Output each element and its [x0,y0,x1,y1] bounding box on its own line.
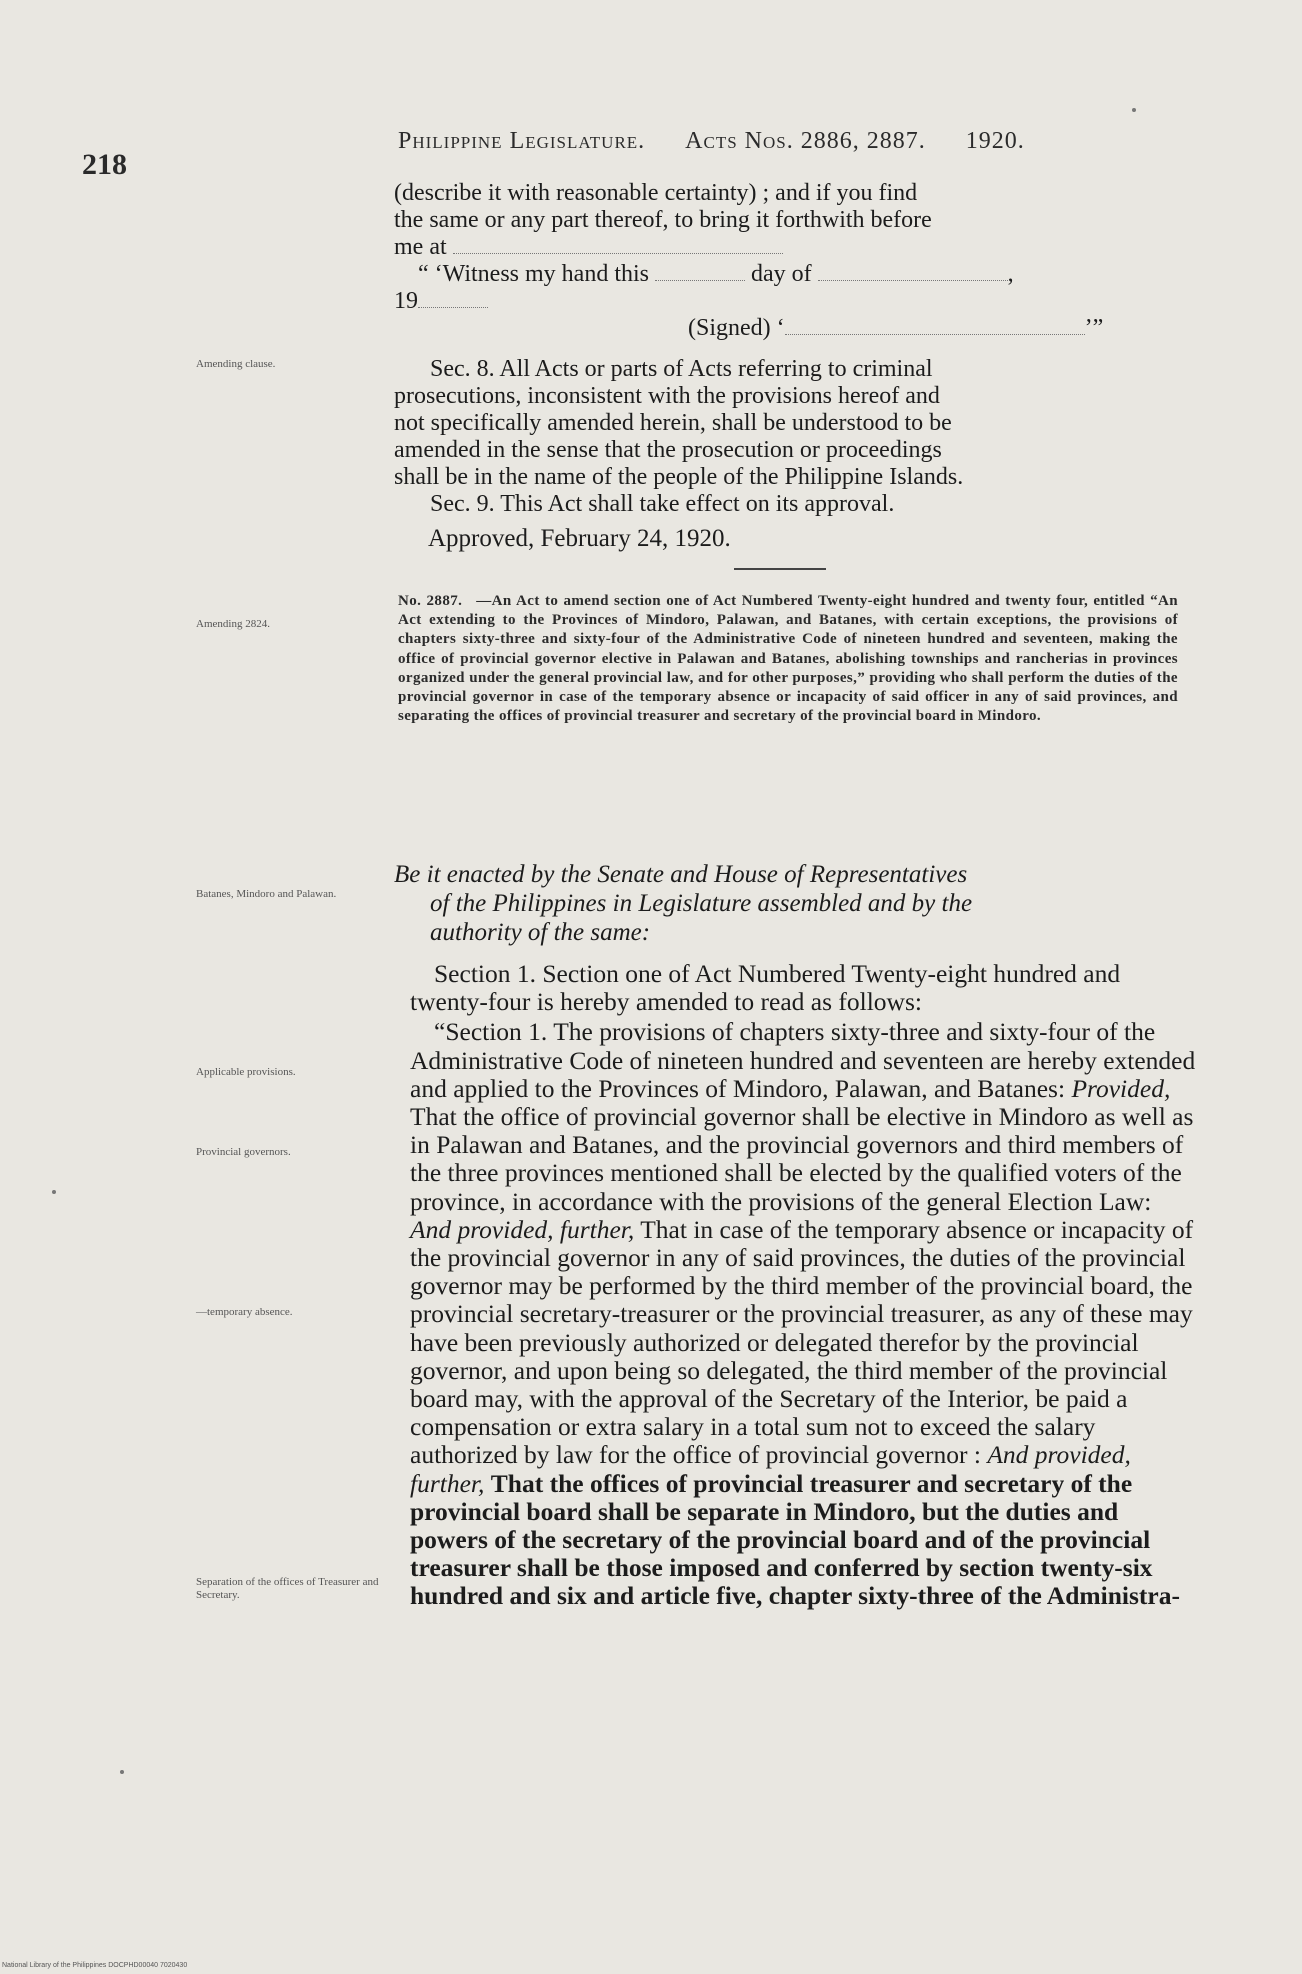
header-title: Philippine Legislature. [398,128,646,154]
speck [52,1190,56,1194]
speck [120,1770,124,1774]
opening-line-1: (describe it with reasonable certainty) ; and if you find [394,180,918,206]
speck [1132,108,1136,112]
section-divider [734,568,826,570]
enacting-line-3: authority of the same: [430,919,651,946]
proviso-2-text: That in case of the temporary absence or incapacity of the provincial governor in any of said provinces, the duties of the provincial governor may be performed by the third member of the provincial board, the provincial secretary-treasurer or the provincial treasurer, as any of these may have been previously authorized or delegated therefor by the provincial governor, and upon being so delegated, the third member of the provincial board may, with the approval of the Secretary of the Interior, be paid a compensation or extra salary in a total sum not to exceed the salary authorized by law for the office of provincial governor : [410,1214,1194,1470]
signature-blank [785,316,1085,335]
section-1-body [410,960,1198,1613]
act-title-text: —An Act to amend section one of Act Numbered Twenty-eight hundred and twenty four, entitled “An Act extending to the Provinces of Mindoro, Palawan, and Batanes, with certain exceptions, the provisions of chapters sixty-three and sixty-four of the Administrative Code of nineteen hundred and seventeen, making the office of provincial governor elective in Palawan and Batanes, abolishing townships and rancherias in provinces organized under the general provincial law, and for other purposes,” providing who shall perform the duties of the provincial governor in case of the temporary absence or incapacity of said officer in any of said provinces, and separating the offices of provincial treasurer and secretary of the provincial board in Mindoro. [398,593,1178,725]
header-acts: Acts Nos. 2886, 2887. [685,128,926,154]
margin-note-separation: Separation of the offices of Treasurer and Secretary. [196,1576,379,1601]
approved-date: Approved, February 24, 1920. [428,525,731,552]
proviso-1-text: That the office of provincial governor shall be elective in Mindoro as well as in Palawan and Batanes, and the provincial governors and third members of the three provinces mentioned shall be elected by the qualified voters of the province, in accordance with the provisions of the general Election Law: [410,1102,1194,1216]
act-number: No. 2887. [398,593,463,609]
margin-note-amending-clause: Amending clause. [196,358,276,370]
margin-note-batanes: Batanes, Mindoro and Palawan. [196,888,337,900]
section-8 [394,356,1184,518]
opening-line-5 [394,288,1184,315]
signed-line [394,315,1184,342]
proviso-3: And provided, further, [410,1440,1131,1498]
section-8-line: Sec. 8. All Acts or parts of Acts referring to criminal [430,356,933,382]
blank-line [818,262,1008,281]
day-of-text: day of [751,261,812,287]
section-1-intro: Section 1. Section one of Act Numbered Twenty-eight hundred and twenty-four is hereby amended to read as follows: [410,959,1121,1017]
witness-text: “ ‘Witness my hand this [418,261,649,287]
margin-note-governors: Provincial governors. [196,1146,291,1158]
act-2887-title [398,592,1178,726]
blank-line [418,289,488,308]
proviso-2: And provided, further, [410,1214,635,1244]
proviso-3-text: That the offices of provincial treasurer and secretary of the provincial board shall be separate in Mindoro, but the duties and powers of the secretary of the provincial board and of the provincial treasurer shall be those imposed and conferred by section twenty-six hundred and six and article five, chapter sixty-three of the Administra- [410,1468,1180,1611]
signed-text: (Signed) ‘ [688,315,785,341]
running-header [398,128,1188,155]
blank-line [453,235,783,254]
proviso-1: Provided, [1071,1073,1171,1103]
section-8-line: prosecutions, inconsistent with the provisions hereof and [394,383,940,409]
section-8-line: amended in the sense that the prosecution or proceedings [394,437,942,463]
me-at-text: me at [394,234,447,260]
section-1-quoted [410,1018,1198,1610]
section-8-line: shall be in the name of the people of the Philippine Islands. [394,464,964,490]
opening-line-3 [394,234,1184,261]
margin-note-temporary: —temporary absence. [196,1306,293,1318]
section-8-line: not specifically amended herein, shall be understood to be [394,410,952,436]
quoted-start: “Section 1. The provisions of chapters sixty-three and sixty-four of the Administrative Code of nineteen hundred and seventeen are hereby extended and applied to the Provinces of Mindoro, Palawan, and Batanes: [410,1017,1196,1103]
opening-line-4: “ ‘Witness my hand this day of , [418,261,1014,287]
enacting-clause [394,860,1184,947]
margin-note-amending-2824: Amending 2824. [196,618,270,630]
enacting-line-2: of the Philippines in Legislature assembled and by the [430,890,973,917]
blank-line [655,262,745,281]
margin-note-applicable: Applicable provisions. [196,1066,296,1078]
opening-block [394,180,1184,342]
year-prefix: 19 [394,288,418,314]
header-year: 1920. [965,128,1025,154]
section-9: Sec. 9. This Act shall take effect on its approval. [430,491,895,517]
opening-line-2: the same or any part thereof, to bring it forthwith before [394,207,932,233]
enacting-line-1: Be it enacted by the Senate and House of Representatives [394,861,968,888]
signed-close-quote: ’” [1084,315,1104,341]
page-number: 218 [82,148,127,181]
footer-credit: National Library of the Philippines DOCPHD00040 7020430 [2,1962,188,1969]
